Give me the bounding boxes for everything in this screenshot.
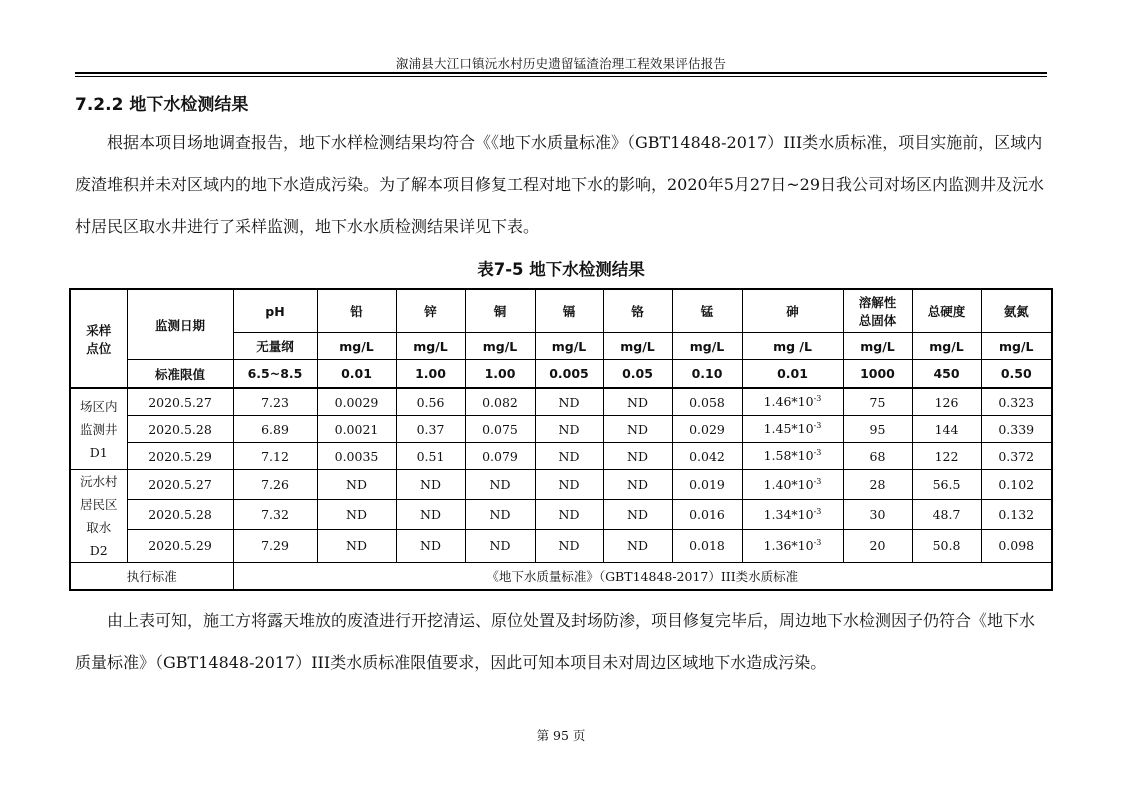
param-header: 铅 <box>317 289 396 333</box>
date-cell: 2020.5.29 <box>127 529 233 562</box>
value-cell: ND <box>535 416 603 443</box>
value-cell: 0.0029 <box>317 388 396 416</box>
date-cell: 2020.5.27 <box>127 470 233 500</box>
param-header: 砷 <box>742 289 843 333</box>
value-cell: 0.019 <box>672 470 742 500</box>
standard-label: 执行标准 <box>70 563 233 591</box>
value-cell: ND <box>535 443 603 470</box>
value-cell: 6.89 <box>233 416 317 443</box>
groundwater-results-table <box>69 288 1053 591</box>
value-cell: 7.26 <box>233 470 317 500</box>
value-cell: ND <box>317 470 396 500</box>
value-cell: 0.016 <box>672 499 742 529</box>
value-cell: 0.042 <box>672 443 742 470</box>
table-row <box>70 499 1052 529</box>
value-cell: 95 <box>843 416 912 443</box>
value-cell: ND <box>465 499 535 529</box>
site-cell-d1: 场区内 监测井 D1 <box>70 388 127 470</box>
unit-cell: mg/L <box>317 333 396 360</box>
value-cell: ND <box>465 470 535 500</box>
arsenic-cell: $1.36*10^{-3}$ <box>742 529 843 562</box>
table-row <box>70 470 1052 500</box>
value-cell: 68 <box>843 443 912 470</box>
value-cell: 0.029 <box>672 416 742 443</box>
unit-cell: mg /L <box>742 333 843 360</box>
param-header: pH <box>233 289 317 333</box>
date-cell: 2020.5.27 <box>127 388 233 416</box>
arsenic-cell: $1.45*10^{-3}$ <box>742 416 843 443</box>
value-cell: 7.29 <box>233 529 317 562</box>
page-number: 第 95 页 <box>536 728 586 743</box>
limit-cell: 0.50 <box>981 360 1052 389</box>
value-cell: 0.079 <box>465 443 535 470</box>
unit-cell: mg/L <box>603 333 672 360</box>
limit-cell: 0.005 <box>535 360 603 389</box>
value-cell: 0.0035 <box>317 443 396 470</box>
param-header: 溶解性总固体 <box>843 289 912 333</box>
value-cell: 0.0021 <box>317 416 396 443</box>
table-row <box>70 388 1052 416</box>
arsenic-cell: $1.34*10^{-3}$ <box>742 499 843 529</box>
limit-cell: 1.00 <box>465 360 535 389</box>
value-cell: 0.132 <box>981 499 1052 529</box>
date-cell: 2020.5.28 <box>127 416 233 443</box>
limit-cell: 1.00 <box>396 360 465 389</box>
param-header: 铜 <box>465 289 535 333</box>
limit-cell: 0.01 <box>317 360 396 389</box>
value-cell: 0.372 <box>981 443 1052 470</box>
table-row <box>70 416 1052 443</box>
value-cell: ND <box>603 416 672 443</box>
value-cell: 30 <box>843 499 912 529</box>
header-rule-thick <box>75 72 1047 74</box>
value-cell: ND <box>396 529 465 562</box>
arsenic-cell: $1.46*10^{-3}$ <box>742 388 843 416</box>
table-row <box>70 443 1052 470</box>
param-header: 总硬度 <box>912 289 981 333</box>
param-header: 锰 <box>672 289 742 333</box>
value-cell: 0.082 <box>465 388 535 416</box>
value-cell: 0.098 <box>981 529 1052 562</box>
value-cell: ND <box>396 470 465 500</box>
value-cell: 28 <box>843 470 912 500</box>
standard-value: 《地下水质量标准》（GBT14848-2017）III类水质标准 <box>233 563 1052 591</box>
limit-cell: 6.5~8.5 <box>233 360 317 389</box>
value-cell: 0.37 <box>396 416 465 443</box>
conclusion-paragraph: 由上表可知，施工方将露天堆放的废渣进行开挖清运、原位处置及封场防渗，项目修复完毕后，周边地下水检测因子仍符合《地下水质量标准》（GBT14848-2017）III类水质标准限值要求，因此可知本项目未对周边区域地下水造成污染。 <box>75 611 1036 672</box>
limit-cell: 450 <box>912 360 981 389</box>
value-cell: 0.56 <box>396 388 465 416</box>
value-cell: ND <box>603 499 672 529</box>
value-cell: 0.339 <box>981 416 1052 443</box>
value-cell: ND <box>603 470 672 500</box>
value-cell: 7.32 <box>233 499 317 529</box>
value-cell: ND <box>535 388 603 416</box>
value-cell: ND <box>317 499 396 529</box>
value-cell: ND <box>603 443 672 470</box>
param-header: 锌 <box>396 289 465 333</box>
value-cell: ND <box>535 529 603 562</box>
value-cell: 0.018 <box>672 529 742 562</box>
standard-row <box>70 563 1052 591</box>
site-cell-d2: 沅水村 居民区 取水 D2 <box>70 470 127 563</box>
limit-cell: 0.01 <box>742 360 843 389</box>
limit-label: 标准限值 <box>127 360 233 389</box>
section-title: 7.2.2 地下水检测结果 <box>75 95 249 115</box>
value-cell: 20 <box>843 529 912 562</box>
value-cell: ND <box>603 529 672 562</box>
value-cell: 0.058 <box>672 388 742 416</box>
value-cell: 0.075 <box>465 416 535 443</box>
value-cell: ND <box>535 470 603 500</box>
param-header: 氨氮 <box>981 289 1052 333</box>
limit-cell: 1000 <box>843 360 912 389</box>
value-cell: 7.12 <box>233 443 317 470</box>
unit-cell: mg/L <box>672 333 742 360</box>
value-cell: ND <box>535 499 603 529</box>
value-cell: 0.323 <box>981 388 1052 416</box>
value-cell: ND <box>317 529 396 562</box>
value-cell: 144 <box>912 416 981 443</box>
table-caption: 表7-5 地下水检测结果 <box>477 260 645 279</box>
value-cell: 0.102 <box>981 470 1052 500</box>
limit-cell: 0.10 <box>672 360 742 389</box>
intro-paragraph: 根据本项目场地调查报告，地下水样检测结果均符合《《地下水质量标准》（GBT14848-2017）III类水质标准，项目实施前，区域内废渣堆积并未对区域内的地下水造成污染。为了解本项目修复工程对地下水的影响，2020年5月27日~29日我公司对场区内监测井及沅水村居民区取水井进行了采样监测，地下水水质检测结果详见下表。 <box>75 133 1045 236</box>
page-header: 溆浦县大江口镇沅水村历史遗留锰渣治理工程效果评估报告 <box>395 56 727 71</box>
unit-cell: mg/L <box>981 333 1052 360</box>
limit-cell: 0.05 <box>603 360 672 389</box>
col-site-header: 采样点位 <box>70 289 127 388</box>
param-header: 镉 <box>535 289 603 333</box>
date-cell: 2020.5.28 <box>127 499 233 529</box>
value-cell: 126 <box>912 388 981 416</box>
value-cell: 122 <box>912 443 981 470</box>
value-cell: ND <box>603 388 672 416</box>
value-cell: 75 <box>843 388 912 416</box>
unit-cell: mg/L <box>396 333 465 360</box>
value-cell: 56.5 <box>912 470 981 500</box>
unit-cell: mg/L <box>465 333 535 360</box>
table-row <box>70 529 1052 562</box>
unit-cell: mg/L <box>912 333 981 360</box>
value-cell: ND <box>396 499 465 529</box>
arsenic-cell: $1.58*10^{-3}$ <box>742 443 843 470</box>
param-header: 铬 <box>603 289 672 333</box>
arsenic-cell: $1.40*10^{-3}$ <box>742 470 843 500</box>
value-cell: 50.8 <box>912 529 981 562</box>
unit-cell: mg/L <box>535 333 603 360</box>
value-cell: ND <box>465 529 535 562</box>
value-cell: 48.7 <box>912 499 981 529</box>
col-date-header: 监测日期 <box>127 289 233 360</box>
unit-cell: 无量纲 <box>233 333 317 360</box>
value-cell: 0.51 <box>396 443 465 470</box>
header-rule-thin <box>75 76 1047 77</box>
value-cell: 7.23 <box>233 388 317 416</box>
date-cell: 2020.5.29 <box>127 443 233 470</box>
unit-cell: mg/L <box>843 333 912 360</box>
